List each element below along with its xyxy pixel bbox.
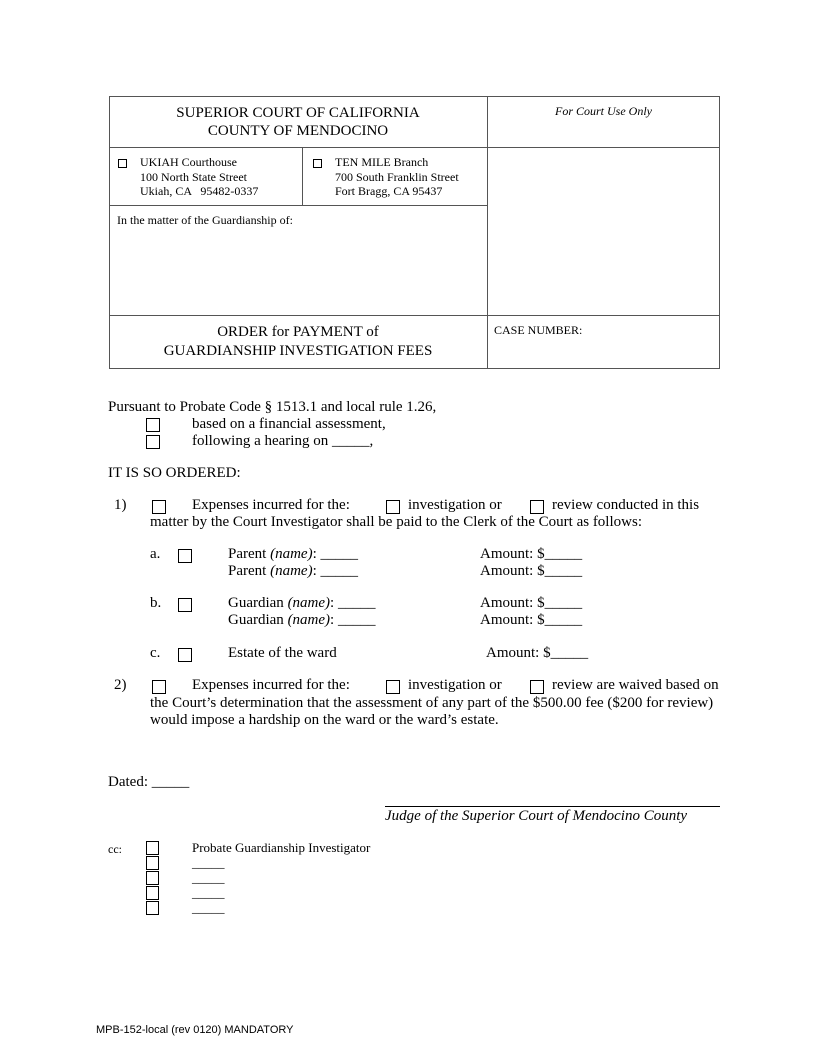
cc-item[interactable]: _____: [192, 885, 225, 900]
item1-review-checkbox[interactable]: [530, 500, 544, 514]
item2-line2: the Court’s determination that the assessment of any part of the $500.00 fee ($200 for review): [150, 695, 714, 711]
table-divider: [302, 147, 303, 205]
name-hint: (name): [287, 612, 331, 628]
financial-assessment-checkbox[interactable]: [146, 418, 160, 432]
item1b-guardian-row1: [228, 595, 375, 612]
cc-item[interactable]: _____: [192, 900, 225, 915]
tenmile-street: 700 South Franklin Street: [335, 169, 459, 184]
dated-field[interactable]: Dated: _____: [108, 774, 190, 790]
pursuant-text: Pursuant to Probate Code § 1513.1 and local rule 1.26,: [108, 399, 437, 415]
cc-checkbox[interactable]: [146, 886, 159, 900]
item2-expenses: Expenses incurred for the:: [192, 677, 350, 693]
item1c-label: Estate of the ward: [228, 645, 337, 661]
item1b-amount2: Amount: $_____: [480, 612, 583, 628]
name-hint: (name): [270, 546, 313, 562]
item1-number: 1): [114, 497, 127, 513]
item1c-amount: Amount: $_____: [486, 645, 589, 661]
item1a-amount2: Amount: $_____: [480, 563, 583, 579]
item1a-parent-row2: [228, 563, 358, 580]
tenmile-checkbox[interactable]: [313, 159, 322, 168]
tenmile-city: Fort Bragg, CA 95437: [335, 184, 443, 198]
court-use-label: For Court Use Only: [555, 104, 652, 118]
ukiah-name: UKIAH Courthouse: [140, 155, 237, 169]
cc-checkbox[interactable]: [146, 901, 159, 915]
name-blank: : _____: [312, 546, 358, 562]
item1a-amount1: Amount: $_____: [480, 546, 583, 562]
guardian-label: Guardian: [228, 595, 284, 611]
item2-number: 2): [114, 677, 127, 693]
item1b-amount1: Amount: $_____: [480, 595, 583, 611]
form-title: [109, 323, 487, 361]
court-name: [109, 104, 487, 140]
item2-review-checkbox[interactable]: [530, 680, 544, 694]
name-blank: : _____: [312, 563, 358, 579]
cc-checkbox[interactable]: [146, 856, 159, 870]
item1-investigation-checkbox[interactable]: [386, 500, 400, 514]
item2-investigation: investigation or: [408, 677, 502, 693]
item2-review: review are waived based on: [552, 677, 719, 693]
item1a-checkbox[interactable]: [178, 549, 192, 563]
item1a-letter: a.: [150, 546, 161, 562]
guardian-label: Guardian: [228, 612, 284, 628]
name-hint: (name): [287, 595, 331, 611]
table-divider: [109, 205, 487, 206]
tenmile-name: TEN MILE Branch: [335, 155, 429, 169]
item1b-checkbox[interactable]: [178, 598, 192, 612]
table-divider: [487, 96, 488, 369]
cc-label: cc:: [108, 842, 122, 856]
ukiah-city: Ukiah, CA 95482-0337: [140, 184, 259, 198]
cc-item: Probate Guardianship Investigator: [192, 840, 371, 855]
court-line2: COUNTY OF MENDOCINO: [207, 123, 389, 139]
parent-label: Parent: [228, 546, 267, 562]
item1c-letter: c.: [150, 645, 161, 661]
cc-checkbox[interactable]: [146, 841, 159, 855]
item1-line2: matter by the Court Investigator shall be paid to the Clerk of the Court as follows:: [150, 514, 642, 530]
name-blank: : _____: [330, 612, 376, 628]
title-line1: ORDER for PAYMENT of: [217, 324, 379, 340]
matter-label: In the matter of the Guardianship of:: [117, 213, 293, 227]
item2-line3: would impose a hardship on the ward or the ward’s estate.: [150, 712, 499, 728]
item1-investigation: investigation or: [408, 497, 502, 513]
ukiah-street: 100 North State Street: [140, 169, 247, 184]
item2-investigation-checkbox[interactable]: [386, 680, 400, 694]
table-divider: [109, 147, 720, 148]
tenmile-address: [335, 155, 459, 199]
ordered-heading: IT IS SO ORDERED:: [108, 465, 241, 481]
ukiah-checkbox[interactable]: [118, 159, 127, 168]
cc-checkbox[interactable]: [146, 871, 159, 885]
hearing-checkbox[interactable]: [146, 435, 160, 449]
ukiah-address: [140, 155, 258, 199]
form-footer: MPB-152-local (rev 0120) MANDATORY: [96, 1024, 294, 1036]
case-number-label: CASE NUMBER:: [494, 323, 583, 337]
hearing-label: following a hearing on _____,: [192, 433, 374, 449]
signature-line[interactable]: [385, 806, 720, 807]
item1c-checkbox[interactable]: [178, 648, 192, 662]
item1a-parent-row1: [228, 546, 358, 563]
table-divider: [109, 315, 720, 316]
item1-checkbox[interactable]: [152, 500, 166, 514]
item1b-guardian-row2: [228, 612, 375, 629]
item1b-letter: b.: [150, 595, 162, 611]
cc-item[interactable]: _____: [192, 870, 225, 885]
item1-review: review conducted in this: [552, 497, 700, 513]
cc-item[interactable]: _____: [192, 855, 225, 870]
title-line2: GUARDIANSHIP INVESTIGATION FEES: [163, 343, 433, 359]
judge-label: Judge of the Superior Court of Mendocino County: [385, 808, 688, 824]
parent-label: Parent: [228, 563, 267, 579]
name-hint: (name): [270, 563, 313, 579]
item1-expenses: Expenses incurred for the:: [192, 497, 350, 513]
court-line1: SUPERIOR COURT OF CALIFORNIA: [176, 105, 420, 121]
financial-assessment-label: based on a financial assessment,: [192, 416, 386, 432]
name-blank: : _____: [330, 595, 376, 611]
item2-checkbox[interactable]: [152, 680, 166, 694]
